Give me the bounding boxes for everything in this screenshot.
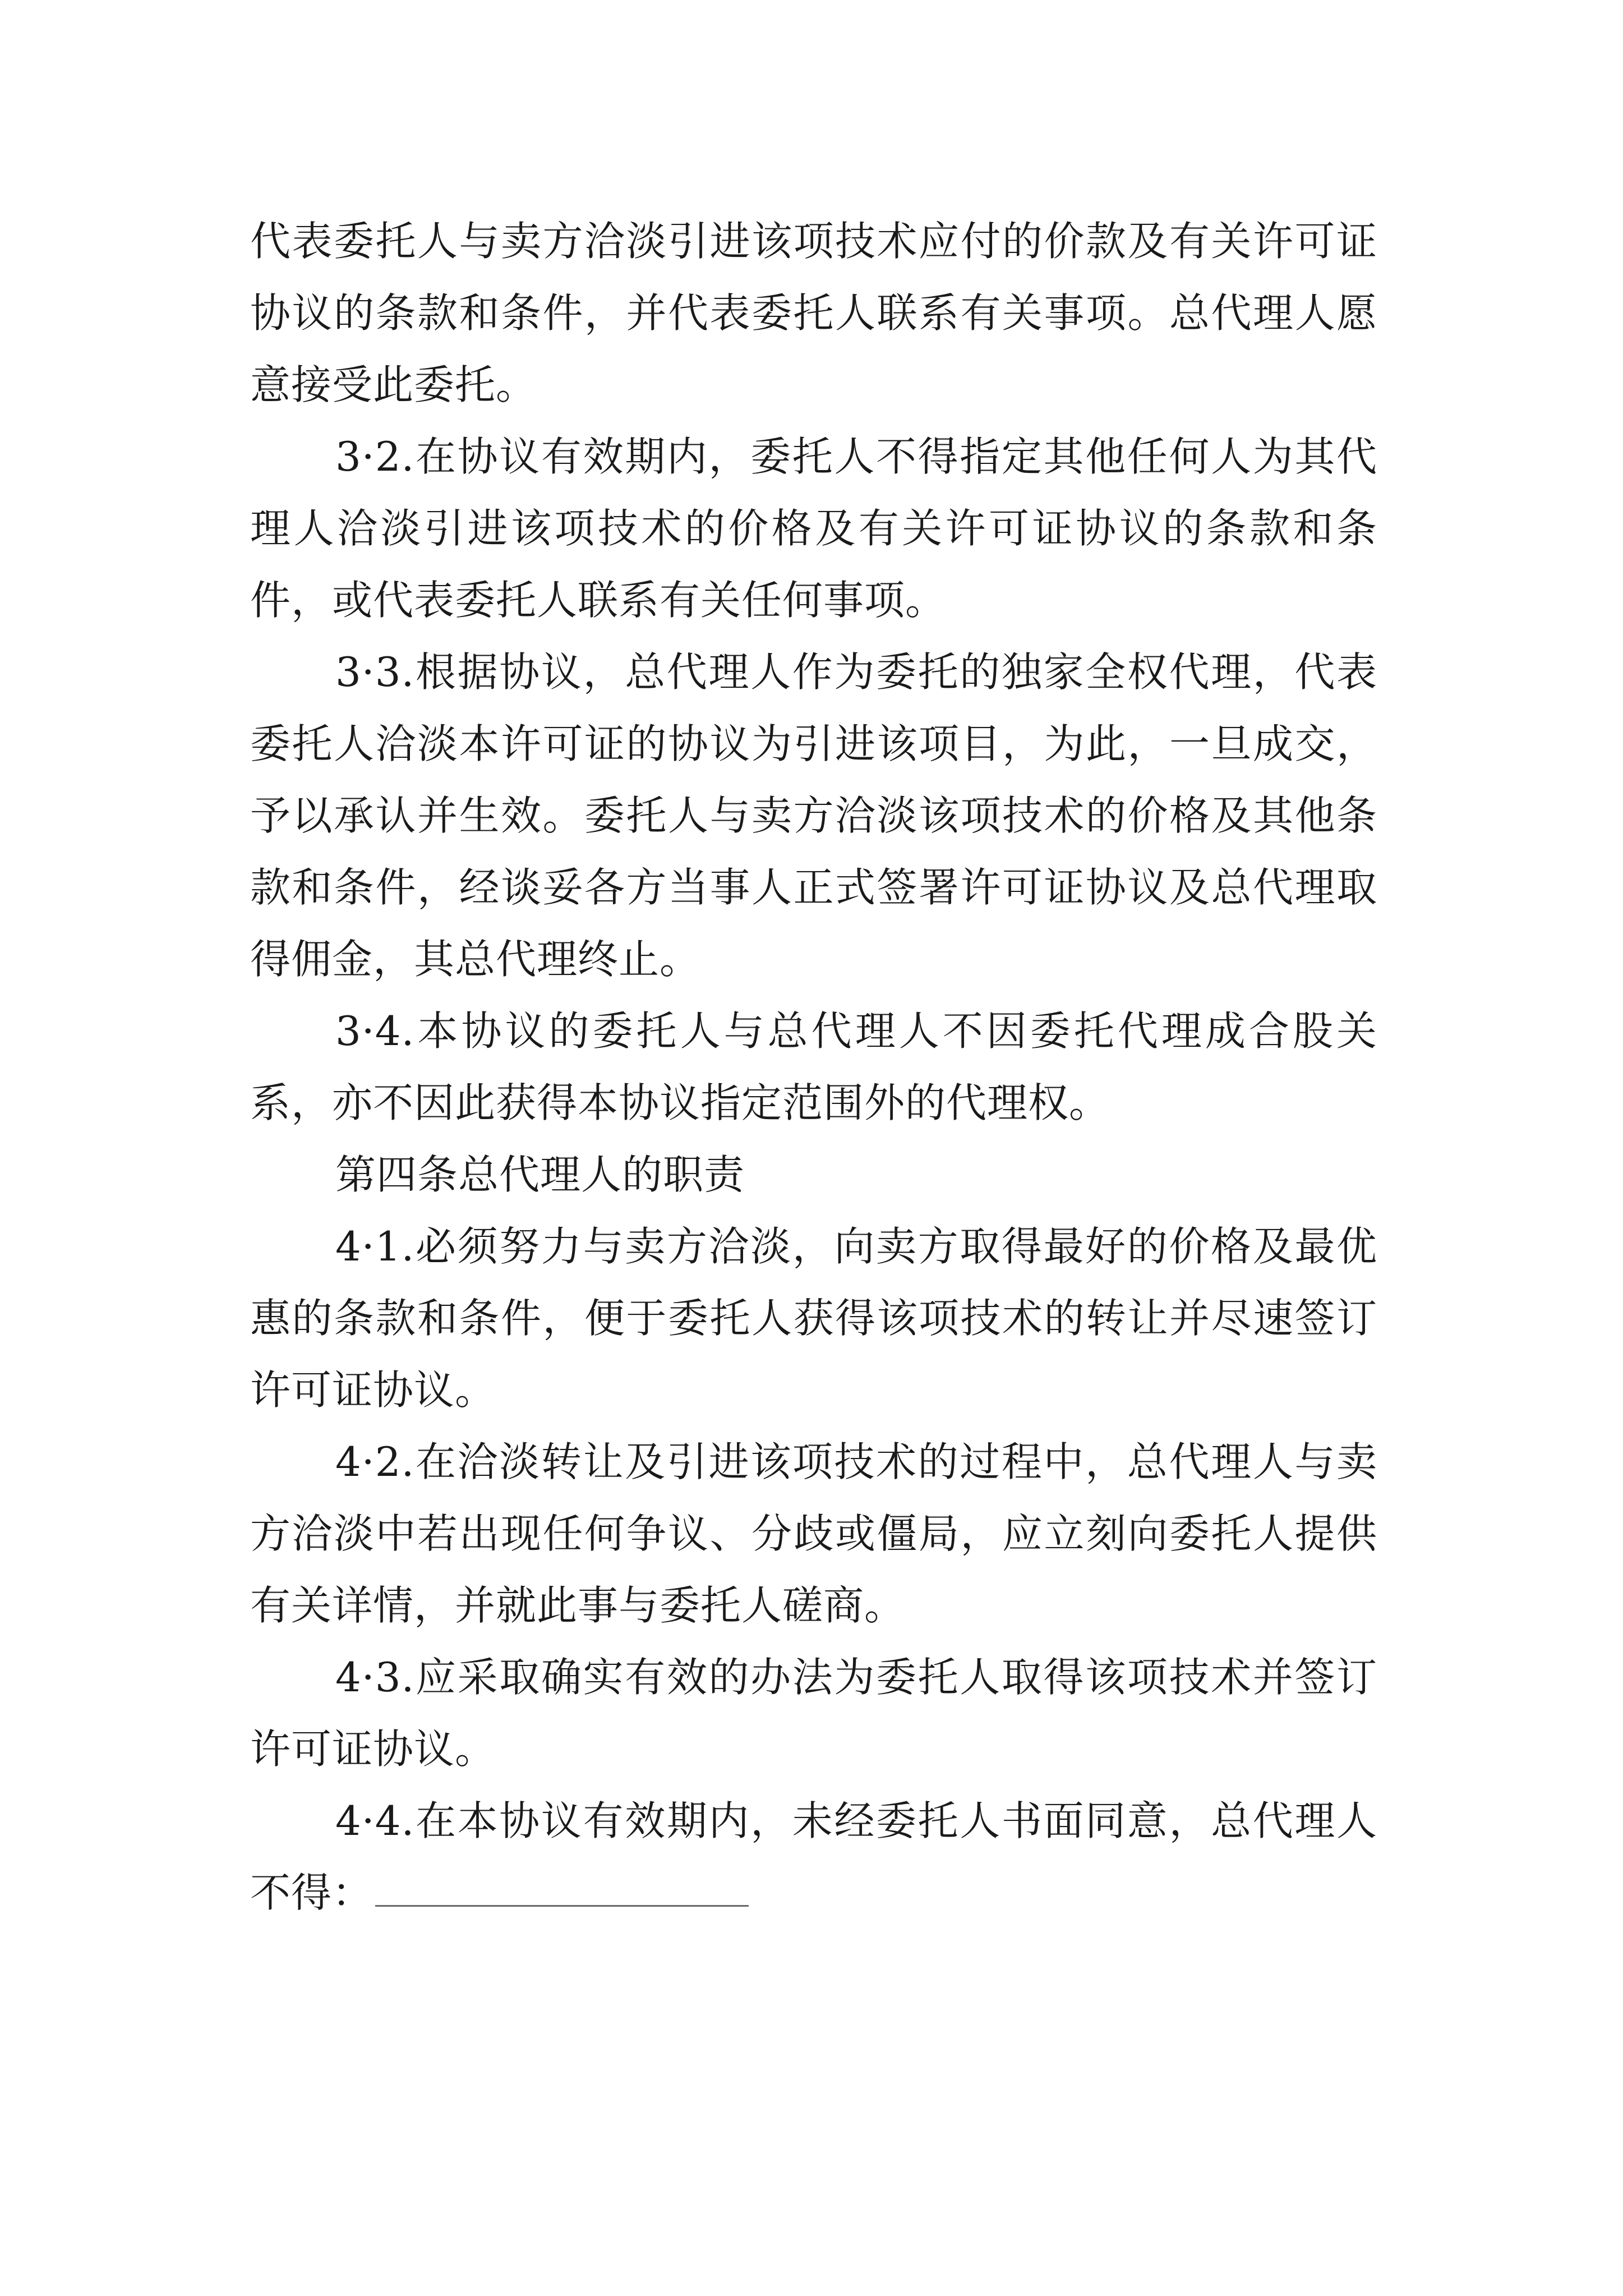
clause-4-1: 4·1.必须努力与卖方洽淡，向卖方取得最好的价格及最优惠的条款和条件，便于委托人获得该项技术的转让并尽速签订许可证协议。 <box>250 1223 1377 1414</box>
article-4-heading: 第四条总代理人的职责 <box>335 1151 745 1198</box>
clause-4-4 <box>250 1785 1377 1929</box>
clause-4-4-text: 4·4.在本协议有效期内，未经委托人书面同意，总代理人不得： <box>250 1797 1377 1916</box>
fill-in-blank-line <box>375 1871 749 1907</box>
clause-3-2: 3·2.在协议有效期内，委托人不得指定其他任何人为其代理人洽淡引进该项技术的价格及有关许可证协议的条款和条件，或代表委托人联系有关任何事项。 <box>250 433 1377 624</box>
paragraph-continuation: 代表委托人与卖方洽淡引进该项技术应付的价款及有关许可证协议的条款和条件，并代表委托人联系有关事项。总代理人愿意接受此委托。 <box>250 218 1377 408</box>
clause-3-4: 3·4.本协议的委托人与总代理人不因委托代理成合股关系，亦不因此获得本协议指定范围外的代理权。 <box>250 1007 1377 1126</box>
clause-3-3: 3·3.根据协议，总代理人作为委托的独家全权代理，代表委托人洽淡本许可证的协议为引进该项目，为此，一旦成交，予以承认并生效。委托人与卖方洽淡该项技术的价格及其他条款和条件，经谈妥各方当事人正式签署许可证协议及总代理取得佣金，其总代理终止。 <box>250 648 1377 983</box>
document-body <box>250 205 1377 1929</box>
clause-4-2: 4·2.在洽淡转让及引进该项技术的过程中，总代理人与卖方洽淡中若出现任何争议、分歧或僵局，应立刻向委托人提供有关详情，并就此事与委托人磋商。 <box>250 1438 1377 1629</box>
clause-4-3: 4·3.应采取确实有效的办法为委托人取得该项技术并签订许可证协议。 <box>250 1654 1377 1773</box>
